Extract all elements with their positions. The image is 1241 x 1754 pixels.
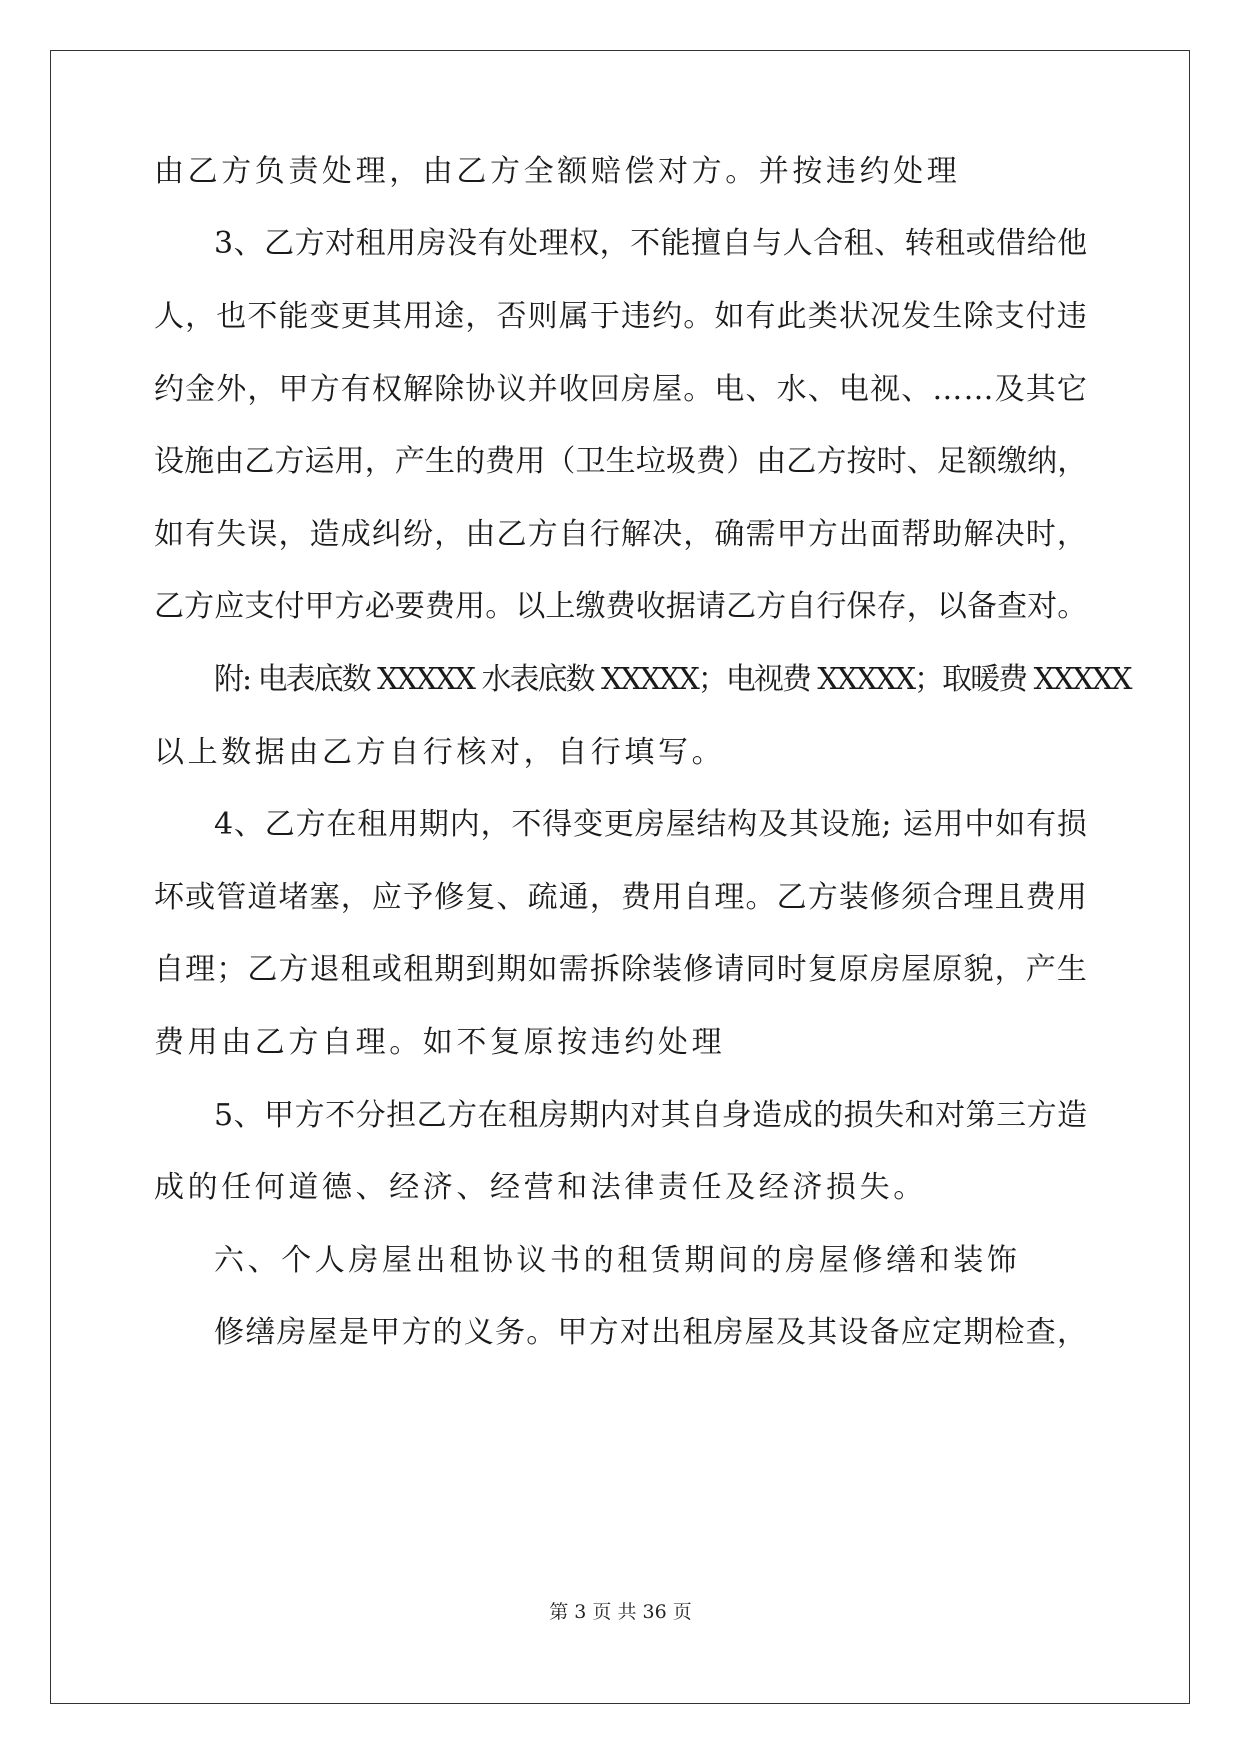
text-line: 约金外，甲方有权解除协议并收回房屋。电、水、电视、……及其它 <box>154 372 1088 407</box>
text-line: 成的任何道德、经济、经营和法律责任及经济损失。 <box>154 1170 927 1205</box>
text-line: 六、个人房屋出租协议书的租赁期间的房屋修缮和装饰 <box>214 1243 1021 1278</box>
text-line: 乙方应支付甲方必要费用。以上缴费收据请乙方自行保存，以备查对。 <box>154 589 1088 624</box>
page-number-footer: 第 3 页 共 36 页 <box>549 1601 692 1623</box>
text-line: 3、乙方对租用房没有处理权，不能擅自与人合租、转租或借给他 <box>214 226 1088 261</box>
text-line: 由乙方负责处理，由乙方全额赔偿对方。并按违约处理 <box>154 154 961 189</box>
text-line: 附: 电表底数 XXXXX 水表底数 XXXXX；电视费 XXXXX；取暖费 XXXXX <box>214 662 1131 697</box>
text-line: 自理；乙方退租或租期到期如需拆除装修请同时复原房屋原貌，产生 <box>154 952 1088 987</box>
text-line: 5、甲方不分担乙方在租房期内对其自身造成的损失和对第三方造 <box>214 1098 1088 1133</box>
text-line: 如有失误，造成纠纷，由乙方自行解决，确需甲方出面帮助解决时， <box>154 517 1088 552</box>
text-line: 4、乙方在租用期内，不得变更房屋结构及其设施; 运用中如有损 <box>214 807 1088 842</box>
text-line: 坏或管道堵塞，应予修复、疏通，费用自理。乙方装修须合理且费用 <box>154 880 1088 915</box>
text-line: 修缮房屋是甲方的义务。甲方对出租房屋及其设备应定期检查， <box>214 1315 1089 1350</box>
text-line: 设施由乙方运用，产生的费用（卫生垃圾费）由乙方按时、足额缴纳， <box>154 444 1088 479</box>
text-line: 以上数据由乙方自行核对，自行填写。 <box>154 735 726 770</box>
text-line: 费用由乙方自理。如不复原按违约处理 <box>154 1025 726 1060</box>
text-line: 人，也不能变更其用途，否则属于违约。如有此类状况发生除支付违 <box>154 299 1088 334</box>
